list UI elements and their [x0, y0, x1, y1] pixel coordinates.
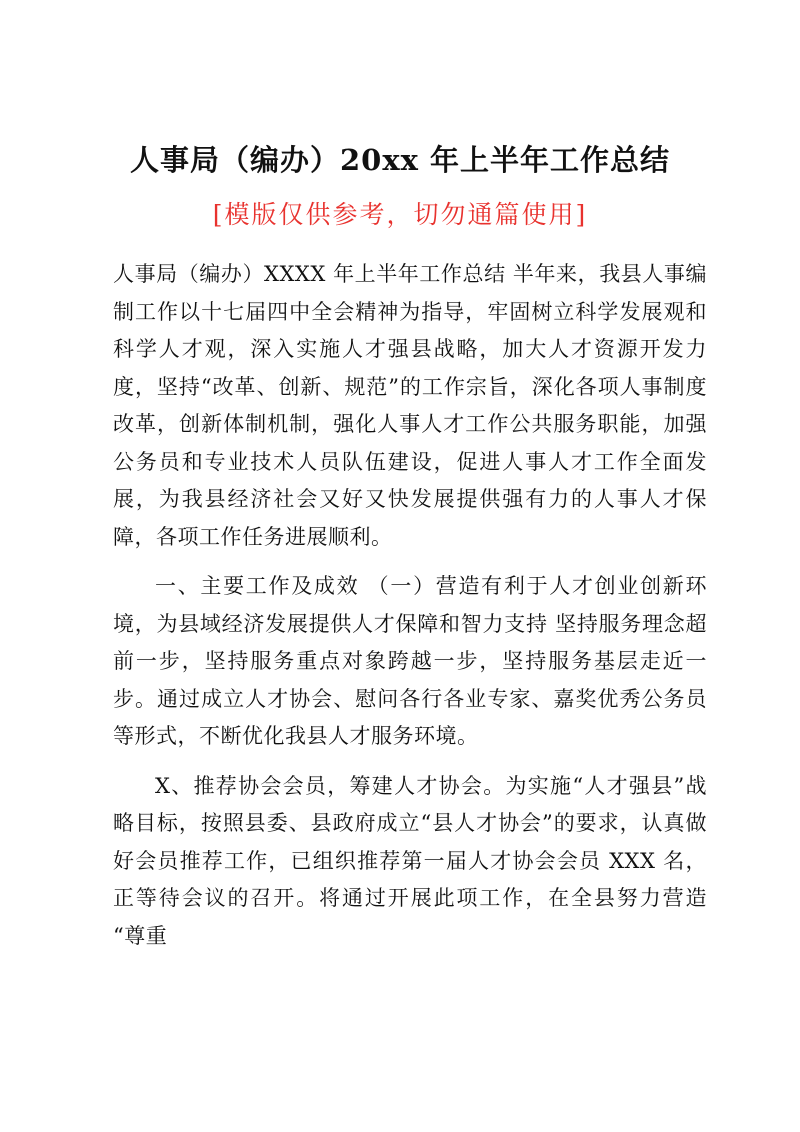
paragraph-talent-association: X、推荐协会会员，筹建人才协会。为实施“人才强县”战略目标，按照县委、县政府成立“县人才协会”的要求，认真做好会员推荐工作，已组织推荐第一届人才协会会员 XXX 名，正等待会议的召开。将通过开展此项工作，在全县努力营造 “尊重	[113, 773, 707, 948]
paragraph-main-work: 一、主要工作及成效 （一）营造有利于人才创业创新环境，为县域经济发展提供人才保障和智力支持 坚持服务理念超前一步，坚持服务重点对象跨越一步，坚持服务基层走近一步。通过成立人才协会、慰问各行各业专家、嘉奖优秀公务员等形式，不断优化我县人才服务环境。	[113, 574, 707, 748]
document-body	[113, 256, 707, 967]
document-title: 人事局（编办）20xx 年上半年工作总结	[129, 143, 671, 177]
paragraph-intro: 人事局（编办）XXXX 年上半年工作总结 半年来，我县人事编制工作以十七届四中全会精神为指导，牢固树立科学发展观和科学人才观，深入实施人才强县战略，加大人才资源开发力度，坚持“改革、创新、规范”的工作宗旨，深化各项人事制度改革，创新体制机制，强化人事人才工作公共服务职能，加强公务员和专业技术人员队伍建设，促进人事人才工作全面发展，为我县经济社会又好又快发展提供强有力的人事人才保障，各项工作任务进展顺利。	[113, 262, 707, 549]
template-notice: [模版仅供参考，切勿通篇使用]	[212, 200, 588, 229]
